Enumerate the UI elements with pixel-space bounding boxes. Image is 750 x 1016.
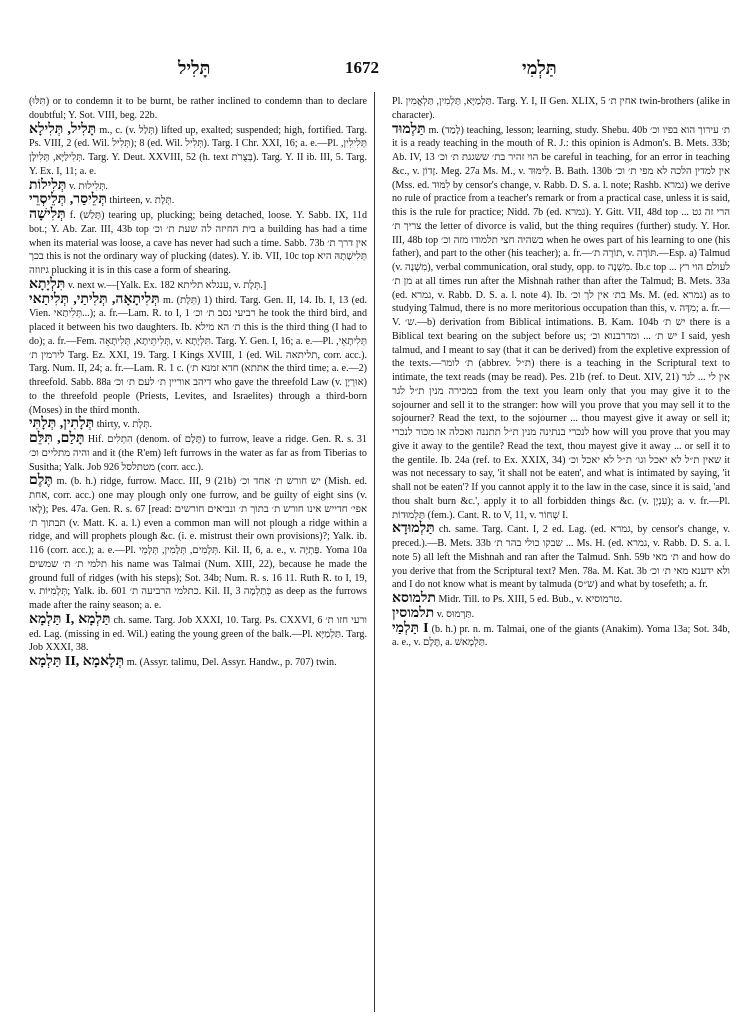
running-head-right: תַּלְמִי <box>522 58 557 78</box>
dictionary-entry <box>29 417 367 432</box>
dictionary-entry <box>29 94 367 123</box>
entry-headword: תַּלְמָא I, תַּלְמָא <box>29 611 111 627</box>
dictionary-entry <box>29 293 367 418</box>
dictionary-entry <box>392 522 730 592</box>
entry-text: m. (Assyr. talimu, Del. Assyr. Handw., p. 707) twin. <box>126 657 337 668</box>
entry-text: v. next w.—[Yalk. Ex. 182 ענגלא תליתא, v. תְּלָת.] <box>67 279 267 291</box>
entry-text: Midr. Till. to Ps. XIII, 5 ed. Bub., v. טרמוסיא. <box>438 594 623 605</box>
left-column <box>29 94 367 1012</box>
entry-headword: תְּלִילוֹת <box>29 177 67 193</box>
entry-text: f. (תָּלַשׁ) tearing up, plucking; being detached, loose. Y. Sabb. IX, 11d bot.; Y. Ab. Zar. III, 43b top בית החיזה לה שעת ת׳ וכ׳ a building has had a time when its material was loose, a cave has never had such a time. Sabb. 73b אין דרך ת׳ בכך this is not the ordinary way of plucking (dates). Y. ib. VII, 10c top תְּלִישָׁתָהּ היא גיזוזה plucking it is in this case a form of shearing. <box>29 210 367 276</box>
page-number: 1672 <box>345 58 379 77</box>
entry-headword: תָּלִיל, תְּלִילָא <box>29 121 97 137</box>
dictionary-entry <box>29 655 367 670</box>
dictionary-entry <box>392 94 730 123</box>
dictionary-entry <box>29 208 367 278</box>
dictionary-entry <box>392 622 730 651</box>
entry-headword: תְּלִישָׁה <box>29 207 66 222</box>
entry-text: v. תַּרְמוּס. <box>436 608 475 620</box>
dictionary-entry <box>392 607 730 622</box>
dictionary-entry <box>29 432 367 474</box>
entry-headword: תלמוסא <box>392 591 436 606</box>
entry-text: ch. same. Targ. Job XXXI, 10. Targ. Ps. CXXVI, 6 ורעי חזו ת׳ ed. Lag. (missing in ed. Wil.) eating the young green of the balk.—Pl. תַּלְמַיָּא. Targ. Job XXXI, 38. <box>29 614 367 654</box>
entry-headword: תָּלַם, תִּלֵּם <box>29 431 85 446</box>
entry-headword: תַּלְמַי I <box>392 620 429 636</box>
entry-text: m. (תְּלָת) 1) third. Targ. Gen. II, 14. Ib. I, 13 (ed. Vien. תְּלִיתַאי...); a. fr.—Lam. R. to I, 1 רביעי נסב ת׳ וכ׳ he took the third bird, and placed it between his two daughters. Ib. ת׳ הא מילא this is the third thing (I had to do); a. fr.—Fem. תְּלִיתֵיתָא, תְּלִיתָאָה, v. תִּלְיָתָא. Targ. Y. Gen. I, 16; a. e.—Pl. תְּלִיתָאֵי, לירמין ת׳ Targ. Ez. XXI, 19. Targ. I Kings XVIII, 1 (ed. Wil. תליתאה, corr. acc.). Targ. Num. II, 24; a. fr.—Lam. R. 1 c. (חדא זמנא ת׳ (אתתא the third time; a. e.—2) threefold. Sabb. 88a דיהב אוריין ת׳ לעם ת׳ וכ׳ who gave the threefold Law (v. אוּרְיָן) to the threefold people (Priests, Levites, and Israelites) through a third-born (Moses) in the third month. <box>29 294 367 416</box>
dictionary-entry <box>29 474 367 613</box>
entry-text: (תִּלּוּ) or to condemn it to be burnt, be rather inclined to condemn than to declare doubtful; Y. Sot. VIII, beg. 22b. <box>29 96 367 121</box>
running-head-left: תָּלִיל <box>178 58 211 78</box>
entry-headword: תלמוסין <box>392 605 435 621</box>
dictionary-entry <box>392 123 730 523</box>
entry-headword: תְּלִיתָאָה, תְּלִיתַי, תְּלִיתַאי <box>29 291 160 307</box>
entry-text: ch. same. Targ. Cant. I, 2 ed. Lag. (ed. גמרא, by censor's change, v. preced.).—B. Mets. 33b שבקו כולי בהר ת׳ ... Ms. H. (ed. גמרא, v. Rabb. D. S. a. l. note 5) all left the Mishnah and ran after the Talmud. Snh. 59b ת׳ מאי and how do you derive that from the Scriptural text? Men. 78a. M. Kat. 3b ולא ידענא מאי ת׳ וכ׳ and I do not know what is meant by talmuda (ש״ס) and what by tosefeth; a. fr. <box>392 524 730 591</box>
entry-text: Hif. הִתְלִים (denom. of תֶּלֶם) to furrow, leave a ridge. Gen. R. s. 31 והיה מתליים וכ׳ and it (the R'em) left furrows in the water as far as from Tiberias to Susitha; Yalk. Job 926 מטתלסל (corr. acc.). <box>29 434 367 473</box>
right-column <box>392 94 730 1012</box>
entry-headword: תַּלְמוּד <box>392 121 426 137</box>
entry-text: v. תְּלִילוּת. <box>68 180 108 192</box>
dictionary-entry <box>29 123 367 179</box>
dictionary-entry <box>29 613 367 655</box>
entry-headword: תְּלֵיסַר, תְּלֵיסְרֵי <box>29 192 107 208</box>
entry-headword: תַּלְמוּדָא <box>392 521 435 537</box>
entry-headword: תִּלְיָתָא <box>29 276 66 292</box>
dictionary-entry <box>392 592 730 607</box>
entry-text: m., c. (v. תְּלַל) lifted up, exalted; suspended; high, fortified. Targ. Ps. VIII, 2 (ed. Wil. תְּלִיל); 8 (ed. Wil. תְּלִיל). Targ. I Chr. XXI, 16; a. e.—Pl. תְּלִילִין, תְּלִילַיָּא, תְּלִילָן. Targ. Y. Deut. XXVIII, 52 (h. text בְּצֻרֹת). Targ. Y. II ib. III, 5. Targ. Y. Ex. I, 11; a. e. <box>29 124 367 177</box>
entry-text: (b. h.) pr. n. m. Talmai, one of the giants (Anakim). Yoma 13a; Sot. 34b, a. e., v. תֶּלֶם, a. תַּלְמָאשׁ. <box>392 623 730 649</box>
entry-text: thirteen, v. תְּלָת. <box>109 195 175 207</box>
entry-headword: תְּלָתִין, תְּלָתִּי <box>29 416 95 432</box>
entry-text: Pl. תַּלְמַיָּא, תַּלְמִין, תַּלְאֲמִין. Targ. Y. I, II Gen. XLIX, 5 אחין ת׳ twin-brothers (alike in character). <box>392 96 730 121</box>
page-header <box>0 58 750 86</box>
column-divider <box>374 92 375 1012</box>
entry-text: m. (b. h.) ridge, furrow. Macc. III, 9 (21b) יש חורש ת׳ אחד וכ׳ (Mish. ed. אחת, corr. acc.) one may plough only one furrow, and be guilty of eight sins (v. לָאו); Pes. 47a. Gen. R. s. 67 [read: אפי׳ חדייש אינו חורש ת׳ בתוך ת׳ ונביאים חורשים תבתוך ת׳ (v. Matt. K. a. l.) even a common man will not plough a ridge within a ridge, and will prophets plough &c. (i. e. mistrust their own provisions)?; Yalk. ib. 116 (corr. acc.); a. e.—Pl. תְּלָמִים, תְּלָמִין, תְּלָמֵי. Kil. II, 6, a. e., v. פַּתְיָה. Yoma 10a תלמי ת׳ ת׳ שמשים his name was Talmai (Num. XIII, 22), because he made the ground full of ridges (with his steps); Sot. 34b; Num. R. s. 16 11. Ruth R. to I, 19, v. תְּלָמִיּוֹת; Yalk. ib. 601 כתלמי הרביעה ת׳. Kil. II, 3 כְּתַלְמָה as deep as the furrows made after the rainy season; a. e. <box>29 476 367 611</box>
entry-headword: תַּלְמָא II, תְּלָאמָא <box>29 654 125 669</box>
entry-text: thirty, v. תְּלָת. <box>96 419 152 431</box>
entry-text: m. (לָמַד) teaching, lesson; learning, study. Shebu. 40b ת׳ עירוך הוא בפיו וכ׳ it is a ready teaching in the mouth of R. J.: this opinion is Admon's. B. Mets. 33b; Ab. IV, 13 הוי זהיר בת׳ ששגגת ת׳ וכ׳ be careful in teaching, for an error in teaching &c., v. זָדוֹן. Meg. 27a Ms. M., v. לִימּוּד. B. Bath. 130b אין למדין הלכה לא מפי ת׳ וכ׳ (Mss. ed. לִמּוּד by censor's change, v. Rabb. D. S. a. l. note; Rashb. גמרא) we derive no rule of practice from a teacher's remark or from a practical case, unless it is said, this is the rule for practice; Nidd. 7b (ed. גמרא). Y. Gitt. VII, 48d top הרי זה גט ... צריך ת׳ the letter of divorce is valid, but the thing requires (further) study. Y. Hor. III, 48b top בשהיה חצי תלמודו מזה וכ׳ when he owes part of his learning to one (his father), and part to the other (his teacher); a. fr.—תוֹרָה ת׳, v. תּוֹרָה.—Esp. a) Talmud (v. מִשְׁנָה), verbal communication, oral study, opp. to מִשְׁנָה. Ib.c top לעולם הוי רץ ... מן ת׳ at all times run after the Mishnah rather than after the Talmud; B. Mets. 33a (ed. גמרא, v. Rabb. D. S. a. l. note 4). Ib. בת׳ אין לך וכ׳ Ms. M. (ed. גמרא) as to studying Talmud, there is no more meritorious occupation than this, v. מִדָּה; a. fr.—V. ש׳.—b) derivation from Biblical intimations. B. Kam. 104b יש ת׳ there is a Biblical text bearing on the subject before us; יש ת׳ ... ומדרבנוא וכ׳ I said, yesh talmud, and I meant to say (that it can be derived) from the expletive expression of the texts.—ת׳ לומר (abbrev. ת״ל) there is a teaching in the Scriptural text to intimate, the text reads (may be read). Pes. 21b (ref. to Deut. XIV, 21) אין לי ... לגר במכירה מנין ת״ל לגר from the text you learn only that you may give it to the sojourner and sell it to the stranger: how will you prove that you may sell it to the sojourner? Read the text, to the sojourner ... thou mayest give it away or sell it; לנכרי בנתינה מנין ת״ל תתננה ואכלה או מכור לנכרי how will you prove that you may give it away to the gentile? Read the text, thou mayest give it away ... or sell it to the gentile. Ib. 24a (ref. to Ex. XXIX, 34) שאין ת״ל לא יאכל וגו׳ ת״ל לא יאכל וכ׳ it was not necessary to say, 'it shall not be eaten', and what is intimated by saying, 'it shall not be eaten'? If you cannot apply it to the law in the case, since it is said, 'and thou shalt burn &c.', apply it to all forbidden things &c. (v. עִנְיָן); a. v. fr.—Pl. תַּלְמוּדוֹת (fem.). Cant. R. to V, 11, v. שְׁחוֹר I. <box>392 124 730 521</box>
dictionary-entry <box>29 193 367 208</box>
dictionary-entry <box>29 278 367 293</box>
entry-headword: תֶּלֶם <box>29 473 53 489</box>
